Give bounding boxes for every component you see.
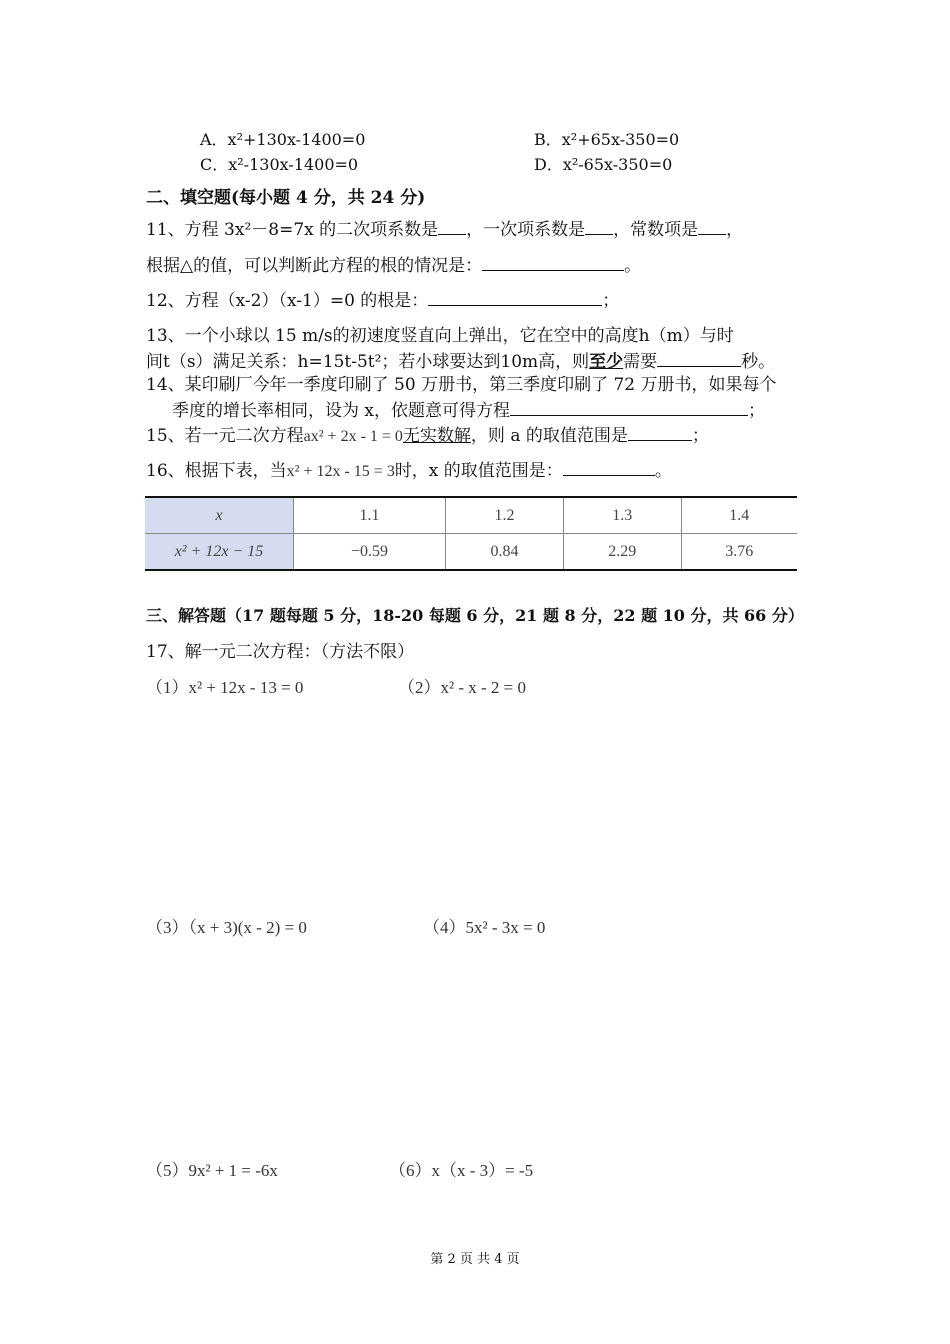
question-13-line-2: 间t（s）满足关系：h=15t-5t²；若小球要达到10m高，则至少需要 秒。 xyxy=(146,352,776,372)
table-header-cell: x xyxy=(145,497,294,534)
answer-blank[interactable] xyxy=(657,350,741,367)
table-cell: 2.29 xyxy=(563,534,681,571)
section-3-title: 三、解答题（17 题每题 5 分，18-20 每题 6 分，21 题 8 分，22 题 10 分，共 66 分） xyxy=(146,606,804,625)
page-number: 第 2 页 共 4 页 xyxy=(430,1252,520,1267)
table-row xyxy=(145,497,797,534)
equation: x² + 12x - 15 = 3 xyxy=(286,463,395,480)
answer-blank[interactable] xyxy=(510,399,748,416)
question-13: 13、一个小球以 15 m/s的初速度竖直向上弹出，它在空中的高度h（m）与时 xyxy=(146,326,734,346)
table-cell: 1.2 xyxy=(446,497,564,534)
table-cell: −0.59 xyxy=(294,534,446,571)
question-17-title: 17、解一元二次方程：（方法不限） xyxy=(146,642,415,662)
answer-blank[interactable] xyxy=(438,218,466,235)
problem-5: （5）9x² + 1 = -6x xyxy=(146,1161,278,1180)
problem-6: （6）x（x - 3）= -5 xyxy=(389,1161,534,1180)
question-15: 15、若一元二次方程ax² + 2x - 1 = 0无实数解，则 a 的取值范围是 ； xyxy=(146,426,709,446)
question-14: 14、某印刷厂今年一季度印刷了 50 万册书，第三季度印刷了 72 万册书，如果每个 xyxy=(146,375,777,395)
table-cell: 3.76 xyxy=(681,534,797,571)
question-11-line-2: 根据△的值，可以判断此方程的根的情况是： 。 xyxy=(146,256,642,276)
problem-1: （1）x² + 12x - 13 = 0 xyxy=(146,678,304,697)
question-16: 16、根据下表，当x² + 12x - 15 = 3时，x 的取值范围是： 。 xyxy=(146,461,672,481)
option-c: C．x²-130x-1400=0 xyxy=(200,155,359,174)
table-row xyxy=(145,534,797,571)
answer-blank[interactable] xyxy=(428,289,602,306)
table-header-cell: x² + 12x − 15 xyxy=(145,534,294,571)
answer-blank[interactable] xyxy=(563,459,655,476)
question-12: 12、方程（x-2）（x-1）=0 的根是： ； xyxy=(146,291,620,311)
question-14-line-2: 季度的增长率相同，设为 x，依题意可得方程 ； xyxy=(172,401,765,421)
answer-blank[interactable] xyxy=(482,254,624,271)
table-cell: 1.1 xyxy=(294,497,446,534)
question-11: 11、方程 3x²－8=7x 的二次项系数是 ，一次项系数是 ，常数项是 ， xyxy=(146,220,744,240)
option-a: A．x²+130x-1400=0 xyxy=(200,130,366,149)
value-table xyxy=(145,496,797,571)
option-d: D．x²-65x-350=0 xyxy=(534,155,673,174)
table-cell: 1.3 xyxy=(563,497,681,534)
problem-3: （3）（x + 3)(x - 2) = 0 xyxy=(146,918,307,937)
answer-blank[interactable] xyxy=(585,218,613,235)
problem-4: （4）5x² - 3x = 0 xyxy=(423,918,546,937)
answer-blank[interactable] xyxy=(628,424,692,441)
option-b: B．x²+65x-350=0 xyxy=(534,130,680,149)
answer-blank[interactable] xyxy=(698,218,726,235)
section-2-title: 二、填空题(每小题 4 分，共 24 分) xyxy=(146,188,426,208)
table-cell: 0.84 xyxy=(446,534,564,571)
table-cell: 1.4 xyxy=(681,497,797,534)
problem-2: （2）x² - x - 2 = 0 xyxy=(398,678,527,697)
equation: ax² + 2x - 1 = 0 xyxy=(303,428,403,445)
